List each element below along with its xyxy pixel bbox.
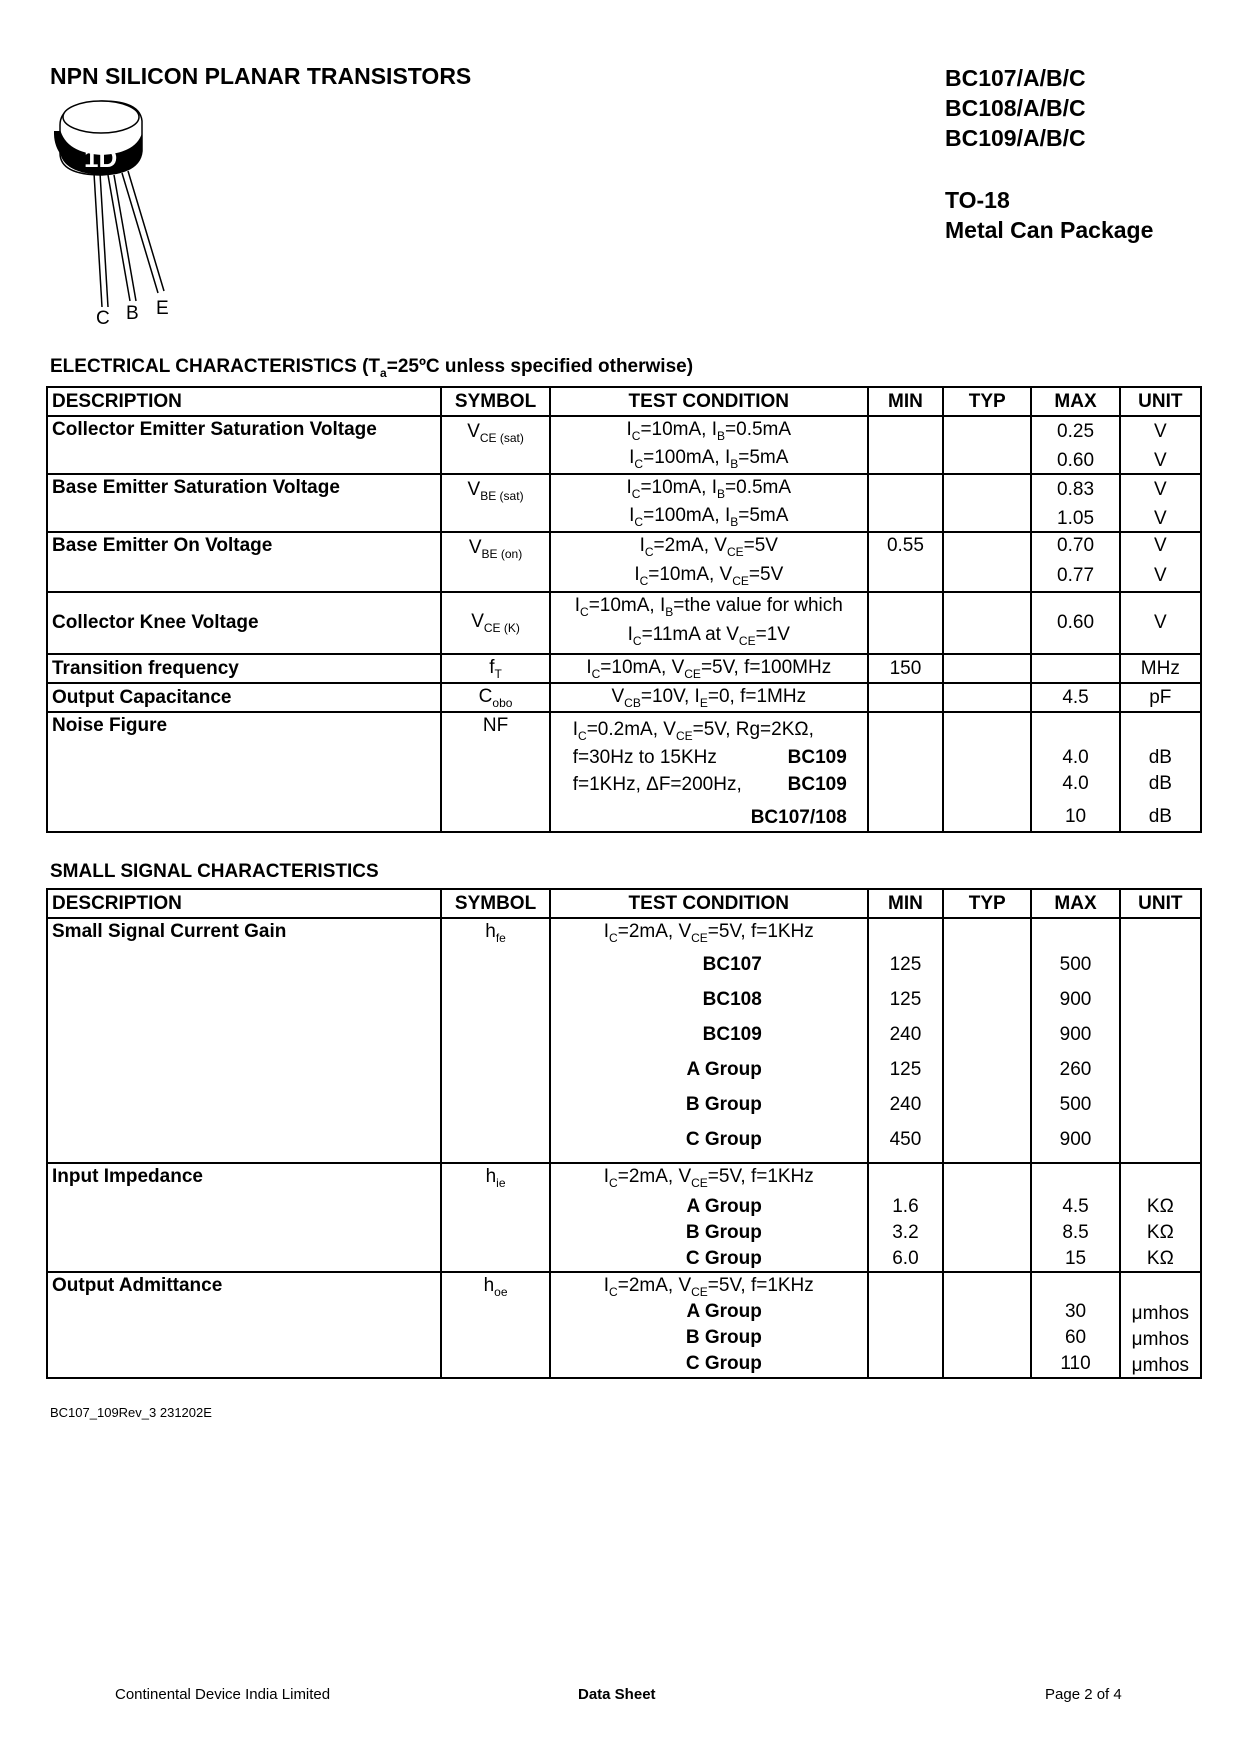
row-unit: V V (1120, 416, 1201, 474)
table-row (47, 654, 1201, 683)
row-unit: V (1120, 592, 1201, 654)
package-info (945, 185, 1153, 245)
row-min (868, 416, 943, 474)
row-max: 0.83 1.05 (1031, 474, 1119, 532)
row-min (868, 592, 943, 654)
row-description: Base Emitter On Voltage (47, 532, 441, 592)
column-header: SYMBOL (441, 889, 549, 918)
row-description: Collector Knee Voltage (47, 592, 441, 654)
row-symbol: $h_{oe}$ (441, 1272, 549, 1378)
row-description: Output Capacitance (47, 683, 441, 712)
part-number: BC109/A/B/C (945, 125, 1086, 151)
part-numbers (945, 63, 1086, 153)
table-row (47, 918, 1201, 1163)
electrical-section-title: ELECTRICAL CHARACTERISTICS ($T_a=25ºC$ unless specified otherwise) (50, 356, 694, 380)
electrical-characteristics-table (46, 386, 1202, 833)
row-symbol: $V_{BE (sat)}$ (441, 474, 549, 532)
column-header: SYMBOL (441, 387, 549, 416)
column-header: TYP (943, 889, 1031, 918)
column-header: MIN (868, 387, 943, 416)
table-row (47, 416, 1201, 474)
row-unit: V V (1120, 532, 1201, 592)
row-min: 0.55 (868, 532, 943, 592)
table-row (47, 592, 1201, 654)
row-max: 4.5 (1031, 683, 1119, 712)
svg-text:1D: 1D (84, 143, 118, 173)
table-row (47, 474, 1201, 532)
small-signal-characteristics-table (46, 888, 1202, 1379)
row-typ (943, 918, 1031, 1163)
column-header: MIN (868, 889, 943, 918)
column-header: TYP (943, 387, 1031, 416)
row-max (1031, 654, 1119, 683)
table-header-row (47, 387, 1201, 416)
table-row (47, 712, 1201, 832)
row-test-condition: $I_C=2mA$, $V_{CE}=5V$, f=1KHz A Group B Group C Group (550, 1272, 868, 1378)
row-typ (943, 1272, 1031, 1378)
row-description: Output Admittance (47, 1272, 441, 1378)
row-typ (943, 654, 1031, 683)
row-test-condition: $I_C=10mA$, $I_B=0.5mA$ $I_C=100mA$, $I_B=5mA$ (550, 474, 868, 532)
row-max: 0.70 0.77 (1031, 532, 1119, 592)
table-header-row (47, 889, 1201, 918)
row-min (868, 712, 943, 832)
row-typ (943, 416, 1031, 474)
page-title: NPN SILICON PLANAR TRANSISTORS (50, 63, 472, 89)
row-symbol: $h_{fe}$ (441, 918, 549, 1163)
small-signal-section-title: SMALL SIGNAL CHARACTERISTICS (50, 861, 379, 882)
row-max: 0.25 0.60 (1031, 416, 1119, 474)
row-test-condition: $I_C=0.2mA$, $V_{CE}=5V$, Rg=2KΩ, f=30Hz to 15KHz BC109 f=1KHz, ΔF=200Hz, BC109 BC107/108 (550, 712, 868, 832)
row-min (868, 683, 943, 712)
row-test-condition: $V_{CB}=10V$, $I_E=0$, f=1MHz (550, 683, 868, 712)
row-typ (943, 592, 1031, 654)
row-typ (943, 474, 1031, 532)
row-test-condition: $I_C=10mA$, $I_B=the$ value for which $I_C=11mA$ at $V_{CE}=1V$ (550, 592, 868, 654)
package-type: TO-18 (945, 187, 1010, 213)
row-typ (943, 1163, 1031, 1272)
row-unit (1120, 918, 1201, 1163)
row-description: Transition frequency (47, 654, 441, 683)
table-row (47, 683, 1201, 712)
row-symbol: $C_{obo}$ (441, 683, 549, 712)
row-test-condition: $I_C=10mA$, $I_B=0.5mA$ $I_C=100mA$, $I_B=5mA$ (550, 416, 868, 474)
column-header: DESCRIPTION (47, 889, 441, 918)
column-header: TEST CONDITION (550, 889, 868, 918)
row-unit: dB dB dB (1120, 712, 1201, 832)
row-min: 150 (868, 654, 943, 683)
row-unit: pF (1120, 683, 1201, 712)
row-symbol: $V_{CE (K)}$ (441, 592, 549, 654)
revision-code: BC107_109Rev_3 231202E (50, 1405, 212, 1420)
row-test-condition: $I_C=2mA$, $V_{CE}=5V$, f=1KHz A Group B Group C Group (550, 1163, 868, 1272)
row-typ (943, 683, 1031, 712)
package-description: Metal Can Package (945, 217, 1154, 243)
row-max: 4.0 4.0 10 (1031, 712, 1119, 832)
row-typ (943, 532, 1031, 592)
row-test-condition: $I_C=2mA$, $V_{CE}=5V$ $I_C=10mA$, $V_{CE}=5V$ (550, 532, 868, 592)
pin-label-e: E (156, 298, 169, 319)
row-min (868, 474, 943, 532)
row-symbol: $V_{BE (on)}$ (441, 532, 549, 592)
row-typ (943, 712, 1031, 832)
column-header: TEST CONDITION (550, 387, 868, 416)
row-description: Noise Figure (47, 712, 441, 832)
pin-label-c: C (96, 308, 110, 329)
pin-label-b: B (126, 303, 139, 324)
column-header: MAX (1031, 889, 1119, 918)
row-max: 4.5 8.5 15 (1031, 1163, 1119, 1272)
row-unit: KΩ KΩ KΩ (1120, 1163, 1201, 1272)
part-number: BC108/A/B/C (945, 95, 1086, 121)
part-number: BC107/A/B/C (945, 65, 1086, 91)
row-unit: MHz (1120, 654, 1201, 683)
row-test-condition: $I_C=2mA$, $V_{CE}=5V$, f=1KHz BC107 BC108 BC109 A Group B Group C Group (550, 918, 868, 1163)
row-description: Base Emitter Saturation Voltage (47, 474, 441, 532)
column-header: UNIT (1120, 889, 1201, 918)
table-row (47, 1272, 1201, 1378)
row-symbol: NF (441, 712, 549, 832)
row-unit: μmhos μmhos μmhos (1120, 1272, 1201, 1378)
row-symbol: $V_{CE (sat)}$ (441, 416, 549, 474)
footer-page-number: Page 2 of 4 (1045, 1686, 1122, 1703)
table-row (47, 1163, 1201, 1272)
column-header: UNIT (1120, 387, 1201, 416)
row-description: Small Signal Current Gain (47, 918, 441, 1163)
row-max: 0.60 (1031, 592, 1119, 654)
row-description: Input Impedance (47, 1163, 441, 1272)
footer-company: Continental Device India Limited (115, 1686, 331, 1703)
row-description: Collector Emitter Saturation Voltage (47, 416, 441, 474)
column-header: MAX (1031, 387, 1119, 416)
row-min (868, 1272, 943, 1378)
row-min: 1.6 3.2 6.0 (868, 1163, 943, 1272)
row-symbol: $h_{ie}$ (441, 1163, 549, 1272)
footer-document-type: Data Sheet (578, 1686, 656, 1703)
row-symbol: $f_T$ (441, 654, 549, 683)
row-min: 125 125 240 125 240 450 (868, 918, 943, 1163)
row-unit: V V (1120, 474, 1201, 532)
row-max: 30 60 110 (1031, 1272, 1119, 1378)
table-row (47, 532, 1201, 592)
row-max: 500 900 900 260 500 900 (1031, 918, 1119, 1163)
row-test-condition: $I_C=10mA$, $V_{CE}=5V$, f=100MHz (550, 654, 868, 683)
column-header: DESCRIPTION (47, 387, 441, 416)
